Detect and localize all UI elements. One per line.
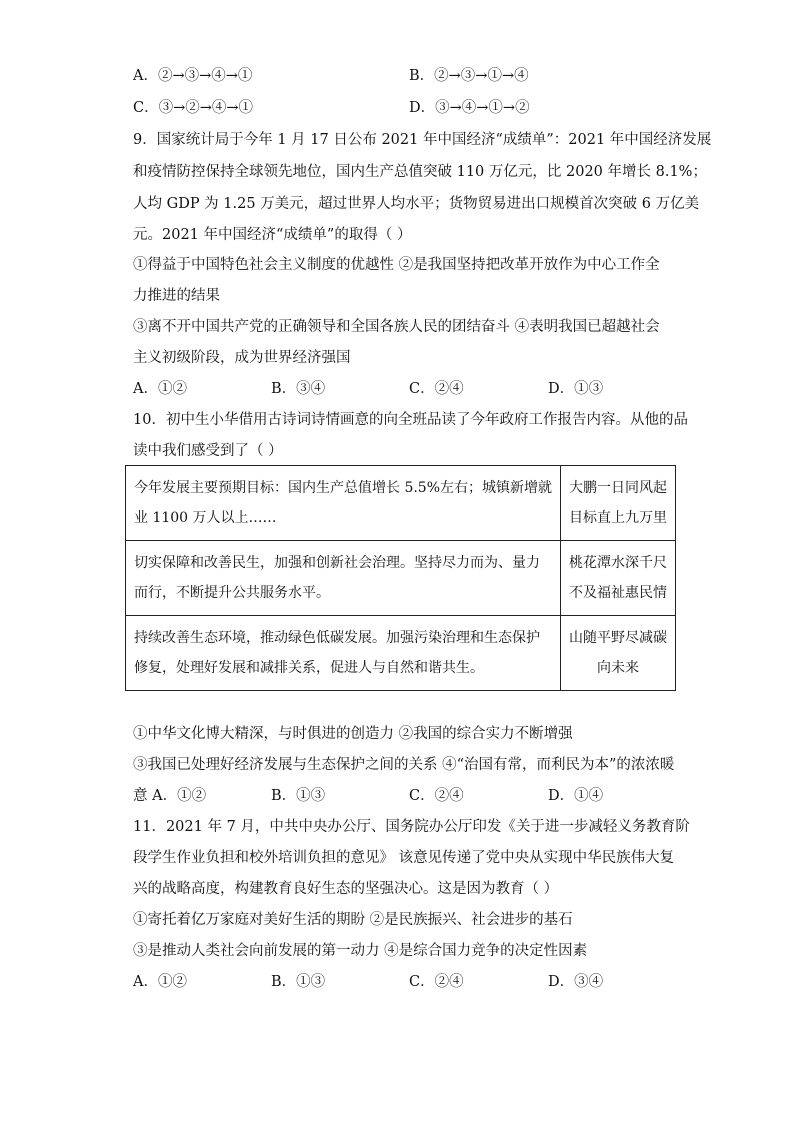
q8-option-a: A．②→③→④→①: [133, 68, 253, 84]
q9-options-row: [133, 379, 673, 399]
q9-option-a: A．①②: [133, 381, 187, 397]
q9-stem-line: 和疫情防控保持全球领先地位，国内生产总值突破 110 万亿元，比 2020 年增长 8.1%；: [133, 164, 707, 180]
q11-stem-line: 11．2021 年 7 月，中共中央办公厅、国务院办公厅印发《关于进一步减轻义务教育阶: [133, 819, 690, 835]
cell-text-line: 向未来: [597, 660, 640, 676]
q10-option-b: B．①③: [271, 788, 326, 804]
table-cell-policy: [126, 616, 561, 691]
q10-stem-line: 10．初中生小华借用古诗词诗情画意的向全班品读了今年政府工作报告内容。从他的品: [133, 412, 688, 428]
q9-stem-line: 人均 GDP 为 1.25 万美元，超过世界人均水平；货物贸易进出口规模首次突破 6 万亿美: [133, 196, 700, 212]
q9-statement-line: 主义初级阶段，成为世界经济强国: [133, 350, 351, 366]
table-row: [126, 466, 676, 541]
q8-options-row-1: [133, 66, 673, 86]
q10-option-c: C．②④: [409, 788, 464, 804]
table-cell-poem: [561, 616, 676, 691]
q10-option-d: D．①④: [548, 788, 604, 804]
q9-statement-line: 力推进的结果: [133, 288, 220, 304]
cell-text-line: 切实保障和改善民生，加强和创新社会治理。坚持尽力而为、量力: [134, 555, 540, 571]
q10-statement-line: ③我国已处理好经济发展与生态保护之间的关系 ④“治国有常，而利民为本”的浓浓暖: [133, 757, 675, 773]
q11-option-b: B．①③: [271, 974, 326, 990]
q10-stem-line: 读中我们感受到了（ ）: [133, 443, 283, 459]
cell-text-line: 目标直上九万里: [569, 510, 668, 526]
q11-option-c: C．②④: [409, 974, 464, 990]
cell-text-line: 山随平野尽减碳: [569, 630, 668, 646]
q9-option-d: D．①③: [548, 381, 604, 397]
q11-option-a: A．①②: [133, 974, 187, 990]
table-row: [126, 541, 676, 616]
q8-option-b: B．②→③→①→④: [409, 68, 529, 84]
q9-statement-line: ①得益于中国特色社会主义制度的优越性 ②是我国坚持把改革开放作为中心工作全: [133, 257, 660, 273]
table-cell-policy: [126, 466, 561, 541]
q11-option-d: D．③④: [548, 974, 604, 990]
q8-option-d: D．③→④→①→②: [409, 100, 530, 116]
q11-statement-line: ①寄托着亿万家庭对美好生活的期盼 ②是民族振兴、社会进步的基石: [133, 912, 573, 928]
q9-option-c: C．②④: [409, 381, 464, 397]
cell-text-line: 修复，处理好发展和减排关系，促进人与自然和谐共生。: [134, 660, 484, 676]
q11-statement-line: ③是推动人类社会向前发展的第一动力 ④是综合国力竞争的决定性因素: [133, 943, 588, 959]
q8-option-c: C．③→②→④→①: [133, 100, 254, 116]
q11-options-row: [133, 972, 673, 992]
q9-stem-line: 元。2021 年中国经济“成绩单”的取得（ ）: [133, 227, 412, 243]
q9-option-b: B．③④: [271, 381, 326, 397]
q10-options-row: [133, 786, 673, 806]
table-cell-policy: [126, 541, 561, 616]
cell-text-line: 业 1100 万人以上……: [134, 510, 277, 526]
cell-text-line: 桃花潭水深千尺: [569, 555, 668, 571]
q10-policy-poem-table: [125, 465, 676, 691]
table-cell-poem: [561, 541, 676, 616]
cell-text-line: 不及福祉惠民情: [569, 585, 668, 601]
cell-text-line: 而行，不断提升公共服务水平。: [134, 585, 330, 601]
q9-statement-line: ③离不开中国共产党的正确领导和全国各族人民的团结奋斗 ④表明我国已超越社会: [133, 319, 660, 335]
q9-stem-line: 9．国家统计局于今年 1 月 17 日公布 2021 年中国经济“成绩单”：2021 年中国经济发展: [133, 132, 712, 148]
q10-statement-line: ①中华文化博大精深，与时俱进的创造力 ②我国的综合实力不断增强: [133, 726, 573, 742]
table-row: [126, 616, 676, 691]
cell-text-line: 大鹏一日同风起: [569, 480, 668, 496]
cell-text-line: 持续改善生态环境，推动绿色低碳发展。加强污染治理和生态保护: [134, 630, 540, 646]
q8-options-row-2: [133, 98, 673, 118]
q11-stem-line: 段学生作业负担和校外培训负担的意见》 该意见传递了党中央从实现中华民族伟大复: [133, 850, 675, 866]
q11-stem-line: 兴的战略高度，构建教育良好生态的坚强决心。这是因为教育（ ）: [133, 881, 559, 897]
table-cell-poem: [561, 466, 676, 541]
cell-text-line: 今年发展主要预期目标：国内生产总值增长 5.5%左右；城镇新增就: [134, 480, 553, 496]
q10-option-a: 意 A．①②: [133, 788, 207, 804]
